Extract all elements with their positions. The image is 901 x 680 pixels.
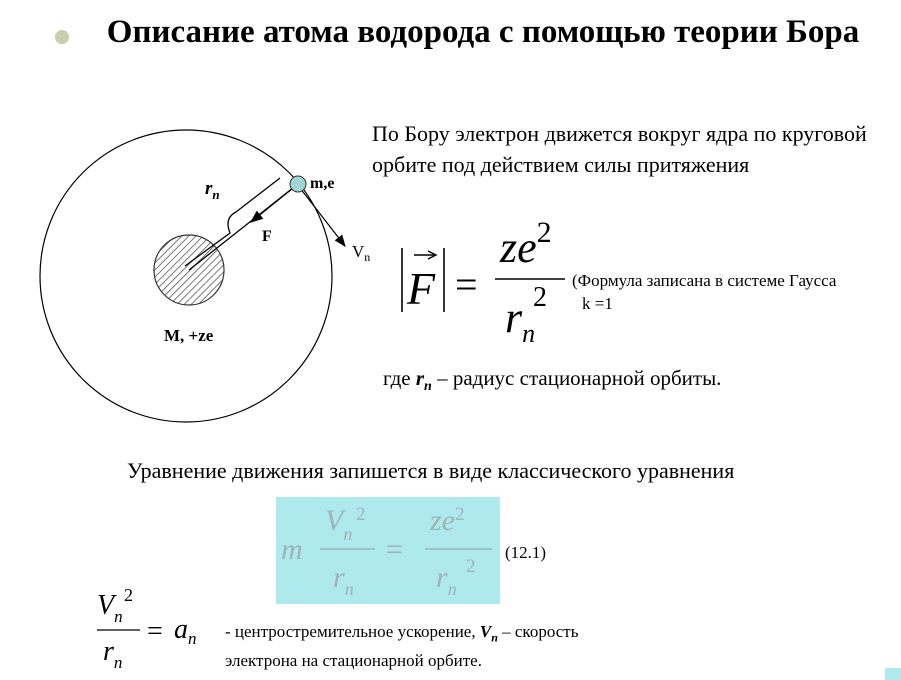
accel-symbol: $a_n$ [174, 614, 197, 648]
mass-symbol: m [281, 533, 303, 566]
electron-label: m,e [310, 175, 335, 192]
electron [290, 176, 306, 192]
nucleus-label: M, +ze [164, 326, 214, 345]
accel-velocity: $V_n$ [97, 590, 123, 626]
force-label: F [262, 228, 272, 245]
force-denominator: $r_n$ [505, 293, 536, 348]
accel-velocity-exp: 2 [124, 585, 133, 605]
equals-sign: = [455, 262, 478, 307]
velocity-arrow [300, 188, 345, 246]
corner-decoration [885, 668, 901, 680]
accel-radius: $r_n$ [103, 636, 123, 672]
title-bullet-icon [55, 30, 69, 44]
radius-label: $r_n$ [205, 178, 220, 202]
force-arrow [251, 184, 298, 222]
intro-text: По Бору электрон движется вокруг ядра по круговой орбите под действием силы притяжения [372, 121, 867, 177]
force-symbol: F [407, 263, 436, 314]
radius2-denominator: $r_n$ [436, 561, 457, 599]
force-formula [385, 210, 575, 350]
acceleration-formula [90, 580, 210, 675]
charge-numerator: $ze^2$ [430, 504, 465, 537]
acceleration-description [225, 620, 578, 673]
gauss-note-line1: (Формула записана в системе Гаусса [572, 271, 837, 290]
velocity-numerator: $V_n$ [325, 504, 353, 544]
motion-equals: = [386, 533, 403, 566]
equation-number: (12.1) [505, 543, 547, 562]
gauss-note-line2: k =1 [582, 294, 613, 313]
accel-equals: = [147, 616, 163, 647]
accel-line2: электрона на стационарной орбите. [225, 651, 482, 671]
radius-definition: где $r_n$ – радиус стационарной орбиты. [383, 366, 722, 395]
velocity-label: $V_n$ [352, 242, 371, 264]
motion-text: Уравнение движения запишется в виде классического уравнения [127, 458, 735, 483]
force-den-exp: 2 [533, 282, 547, 313]
velocity-exp: 2 [356, 504, 366, 525]
radius2-exp: 2 [466, 556, 476, 577]
slide-title: Описание атома водорода с помощью теории Бора [106, 14, 860, 50]
radius-denominator: $r_n$ [333, 561, 354, 599]
force-numerator: $ze^2$ [500, 216, 552, 272]
atom-diagram [0, 100, 380, 450]
accel-line1: - центростремительное ускорение, $V_n$ – скорость [225, 622, 579, 645]
motion-equation [276, 497, 500, 604]
